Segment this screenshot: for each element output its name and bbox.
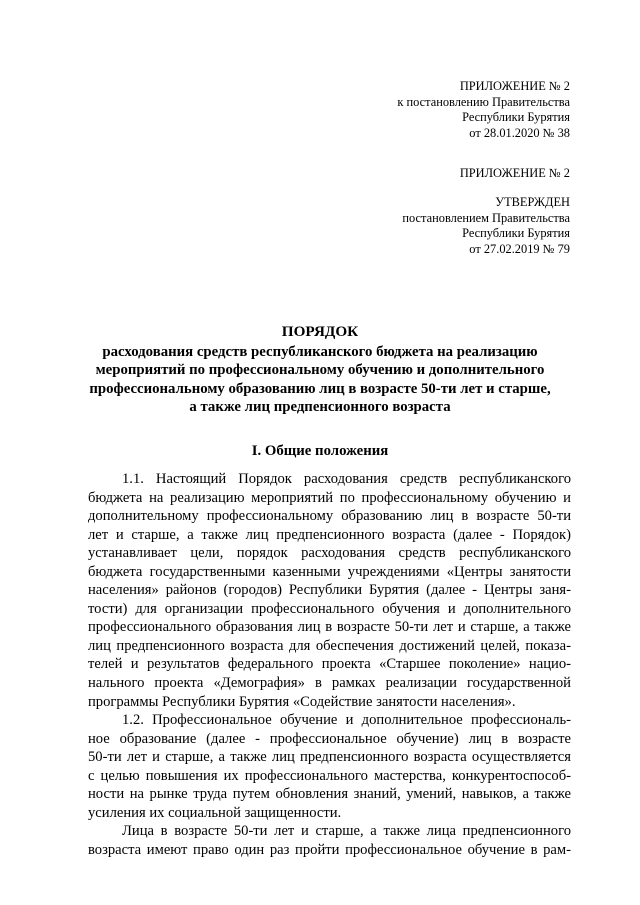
body-text: [88, 470, 571, 859]
document-title: [60, 323, 580, 417]
paragraph-line: Лица в возрасте 50-ти лет и старше, а также лица предпенсионного: [122, 823, 571, 840]
paragraph-line: бюджета государственными казенными учреждениями «Центры занятости: [88, 563, 571, 580]
title-line: расходования средств республиканского бюджета на реализацию: [102, 343, 538, 360]
paragraph-line: тости) для организации профессионального обучения и дополнительного: [88, 600, 571, 617]
paragraph-line: 50-ти лет и старше, а также лиц предпенсионного возраста осуществляется: [88, 749, 571, 766]
paragraph-line: программы Республики Бурятия «Содействие занятости населения».: [88, 693, 516, 710]
paragraph-line: лиц предпенсионного возраста для обеспечения достижений целей, показа-: [88, 637, 571, 654]
paragraph-line: дополнительному профессиональному образованию лиц в возрасте 50-ти: [88, 508, 571, 525]
paragraph-line: бюджета на реализацию мероприятий по профессиональному обучению и: [88, 489, 571, 506]
title-line: профессиональному образованию лиц в возрасте 50-ти лет и старше,: [89, 380, 551, 397]
appendix-issuer: Республики Бурятия: [462, 110, 570, 125]
paragraph-line: населения» районов (городов) Республики Бурятия (далее - Центры заня-: [88, 582, 571, 599]
appendix-date: от 28.01.2020 № 38: [469, 125, 570, 140]
paragraph-line: с целью повышения их профессионального мастерства, конкурентоспособ-: [88, 767, 571, 784]
approval-stamp: [402, 195, 570, 257]
appendix-stamp-original: [460, 166, 570, 182]
section-heading: I. Общие положения: [251, 443, 389, 459]
paragraph-line: 1.1. Настоящий Порядок расходования средств республиканского: [122, 471, 571, 487]
paragraph-line: устанавливает цели, порядок расходования средств республиканского: [88, 545, 571, 562]
paragraph-line: ное образование (далее - профессиональное обучение) лиц в возрасте: [88, 730, 571, 747]
appendix-reference: к постановлению Правительства: [397, 94, 570, 109]
approval-date: от 27.02.2019 № 79: [469, 241, 570, 256]
approval-issuer: Республики Бурятия: [462, 226, 570, 241]
paragraph-line: 1.2. Профессиональное обучение и дополнительное профессиональ-: [122, 712, 571, 729]
paragraph-line: нального проекта «Демография» в рамках реализации государственной: [88, 675, 571, 692]
approval-reference: постановлением Правительства: [402, 210, 570, 225]
paragraph-line: профессионального образования лиц в возрасте 50-ти лет и старше, а также: [88, 619, 571, 636]
appendix-stamp-current: [397, 79, 570, 141]
paragraph-line: усиления их социальной защищенности.: [88, 804, 342, 821]
appendix-number: ПРИЛОЖЕНИЕ № 2: [459, 79, 570, 93]
paragraph-line: возраста имеют право один раз пройти профессиональное обучение в рам-: [88, 841, 571, 858]
title-line: а также лиц предпенсионного возраста: [189, 399, 451, 415]
appendix-number: ПРИЛОЖЕНИЕ № 2: [459, 166, 570, 180]
paragraph-line: ности на рынке труда путем обновления знаний, умений, навыков, а также: [88, 786, 571, 803]
paragraph-line: лет и старше, а также лиц предпенсионного возраста (далее - Порядок): [88, 526, 571, 543]
title-heading: ПОРЯДОК: [281, 323, 359, 340]
title-line: мероприятий по профессиональному обучению и дополнительного: [95, 362, 545, 378]
approval-label: УТВЕРЖДЕН: [495, 195, 570, 209]
paragraph-line: телей и результатов федерального проекта «Старшее поколение» нацио-: [88, 656, 571, 673]
